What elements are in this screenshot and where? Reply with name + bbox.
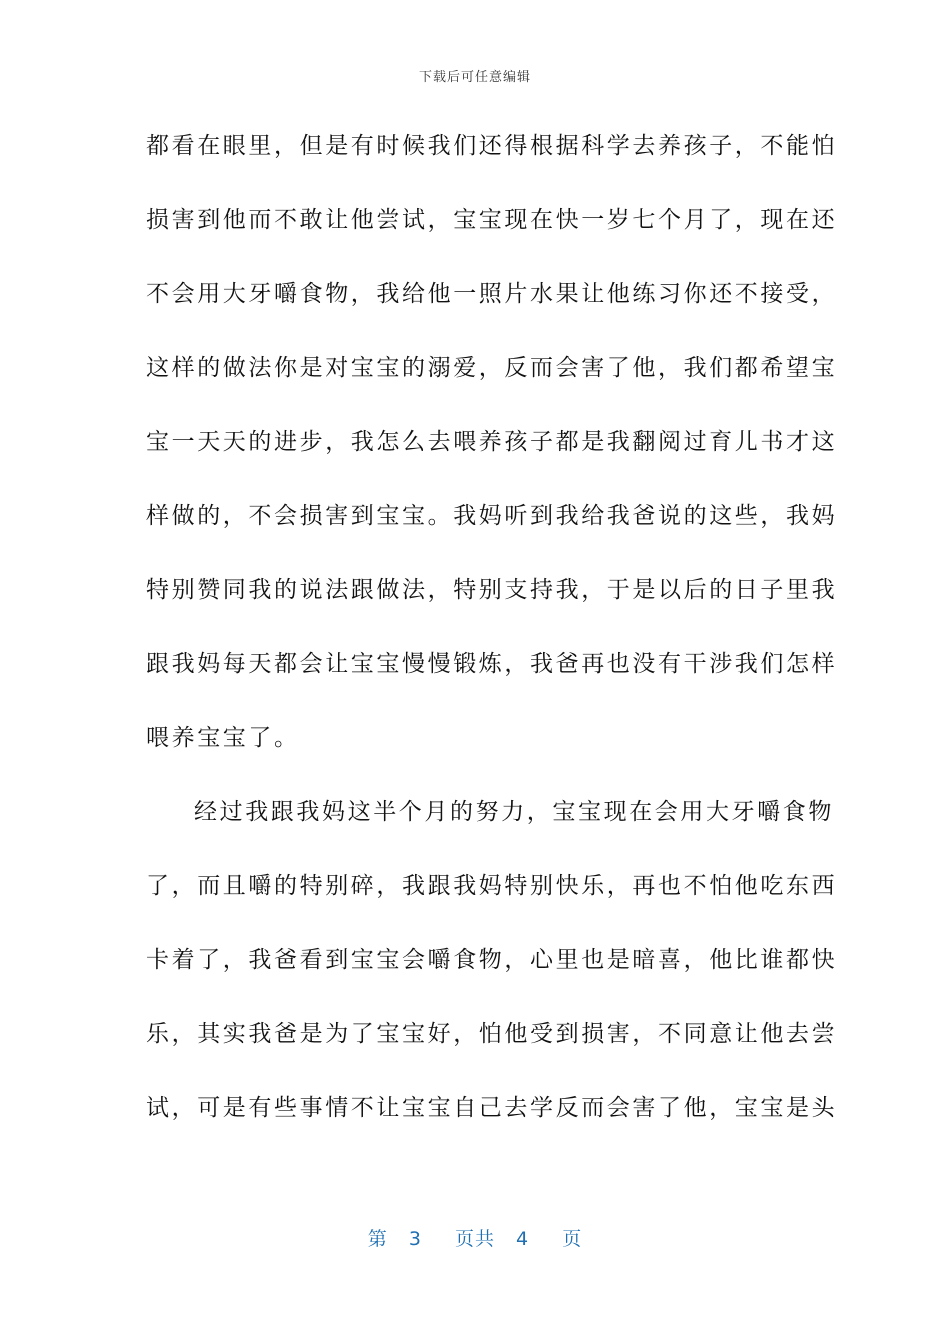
paragraph-first-line: 经过我跟我妈这半个月的努力，宝宝现在会用大牙嚼食物 bbox=[194, 799, 834, 825]
footer-prefix: 第 bbox=[367, 1228, 388, 1250]
text-line: 乐，其实我爸是为了宝宝好，怕他受到损害，不同意让他去尝 bbox=[146, 1021, 838, 1047]
header-note: 下载后可任意编辑 bbox=[418, 70, 531, 85]
text-line: 了，而且嚼的特别碎，我跟我妈特别快乐，再也不怕他吃东西 bbox=[146, 873, 838, 899]
footer-middle: 页共 bbox=[454, 1228, 495, 1250]
text-line: 不会用大牙嚼食物，我给他一照片水果让他练习你还不接受， bbox=[146, 281, 838, 307]
total-pages-number: 4 bbox=[516, 1228, 530, 1250]
text-line: 试，可是有些事情不让宝宝自己去学反而会害了他，宝宝是头 bbox=[146, 1095, 838, 1121]
text-line: 特别赞同我的说法跟做法，特别支持我，于是以后的日子里我 bbox=[146, 577, 838, 603]
current-page-number: 3 bbox=[408, 1228, 422, 1250]
body-text bbox=[146, 124, 838, 1160]
text-line: 喂养宝宝了。 bbox=[146, 725, 300, 751]
text-line: 卡着了，我爸看到宝宝会嚼食物，心里也是暗喜，他比谁都快 bbox=[146, 947, 838, 973]
text-line: 都看在眼里，但是有时候我们还得根据科学去养孩子，不能怕 bbox=[146, 133, 838, 159]
page-footer bbox=[0, 1224, 950, 1251]
text-line: 损害到他而不敢让他尝试，宝宝现在快一岁七个月了，现在还 bbox=[146, 207, 838, 233]
text-line: 样做的，不会损害到宝宝。我妈听到我给我爸说的这些，我妈 bbox=[146, 503, 838, 529]
text-line: 跟我妈每天都会让宝宝慢慢锻炼，我爸再也没有干涉我们怎样 bbox=[146, 651, 838, 677]
text-line: 宝一天天的进步，我怎么去喂养孩子都是我翻阅过育儿书才这 bbox=[146, 429, 838, 455]
footer-suffix: 页 bbox=[562, 1228, 583, 1250]
text-line: 这样的做法你是对宝宝的溺爱，反而会害了他，我们都希望宝 bbox=[146, 355, 838, 381]
